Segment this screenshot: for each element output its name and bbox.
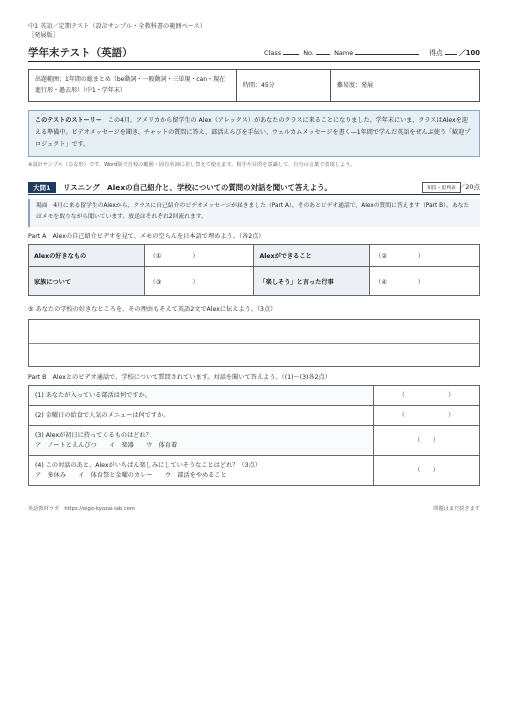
title-row <box>28 44 480 62</box>
question1-badge: 大問1 <box>28 182 56 193</box>
table-row <box>29 456 480 486</box>
table-row <box>29 386 480 406</box>
table-row <box>29 267 480 296</box>
number-field[interactable] <box>316 49 330 55</box>
question1-instruction: 場面 4月に来る留学生のAlexから、クラスに自己紹介のビデオメッセージが届きました（Part A）。そのあとビデオ通話で、Alexの質問に答えます（Part B）。あなたはメモを取りながら聞いています。放送はそれぞれ2回流れます。 <box>28 199 480 227</box>
answer-cell[interactable]: （ ） <box>374 456 480 486</box>
story-box <box>28 110 480 157</box>
question1-points: ／20点 <box>458 183 480 191</box>
answer-options: ア ノートとえんぴつ イ 楽器 ウ 体育着 <box>35 441 178 449</box>
test-info-box <box>28 69 480 102</box>
question-cell <box>29 456 374 486</box>
answer-cell[interactable]: （ ） <box>374 406 480 426</box>
header-top-label <box>28 22 206 40</box>
question-cell <box>29 386 374 406</box>
question1-tag: 知技・思判表 <box>422 182 461 193</box>
question1-title: リスニング Alexの自己紹介と、学校についての質問の対話を聞いて答えよう。 <box>63 183 332 192</box>
sample-note: ※設計サンプル（ひな形）です。Word版で自校の範囲・固有名詞に差し替えて使えます。相手や目的を意識して、自分の言葉で表現しよう。 <box>28 162 356 168</box>
answer-cell-1[interactable]: （① ） <box>144 245 254 267</box>
question-text: (3) Alexが初日に持ってくるものはどれ？ <box>35 431 152 439</box>
footer-continue-note: 問題はまだ続きます <box>433 506 480 512</box>
name-label: Name <box>334 49 354 57</box>
answer-cell[interactable]: （ ） <box>374 386 480 406</box>
table-row <box>29 406 480 426</box>
memo-label: Alexができること <box>254 245 370 267</box>
memo-label: Alexの好きなもの <box>29 245 145 267</box>
table-row <box>29 245 480 267</box>
question-text: (4) この対話のあと、Alexがいちばん楽しみにしていそうなことはどれ？（3点） <box>35 461 261 469</box>
page-title: 学年末テスト（英語） <box>28 47 133 59</box>
answer-cell-4[interactable]: （④ ） <box>370 267 480 296</box>
score-label: 得点 <box>429 49 443 57</box>
header-top-line: 中1 英語／定期テスト（設計サンプル・全教科書の範囲ベース） <box>28 23 207 30</box>
score-field[interactable] <box>445 49 457 55</box>
answer-cell-3[interactable]: （③ ） <box>144 267 254 296</box>
answer-line <box>29 343 479 344</box>
score-total: ／100 <box>459 49 480 57</box>
story-heading: このテストのストーリー <box>35 117 102 124</box>
part-b-label: Part B Alexとのビデオ通話で、学校について質問されています。対話を聞いて答えよう。（(1)〜(3)各2点） <box>28 374 331 381</box>
score-area <box>429 47 480 57</box>
table-row <box>29 426 480 456</box>
question-text: (2) 金曜日の給食で人気のメニューは何ですか。 <box>35 411 170 419</box>
no-label: No. <box>303 49 314 57</box>
name-field[interactable] <box>355 49 419 55</box>
part-b-table <box>28 385 480 486</box>
part-a-label: Part A Alexの自己紹介ビデオを見て、メモの空らんを日本語で埋めよう。（各2点） <box>28 233 265 240</box>
answer-cell[interactable]: （ ） <box>374 426 480 456</box>
class-field[interactable] <box>283 49 299 55</box>
part-a-table <box>28 244 480 296</box>
memo-label: 「楽しそう」と言った行事 <box>254 267 370 296</box>
question-text: (1) あなたが入っている部活は何ですか。 <box>35 391 151 399</box>
class-label: Class <box>264 49 282 57</box>
answer-options: ア 多休み イ 体育祭と金曜のカレー ウ 部活をやめること <box>35 471 227 479</box>
memo-label: 家族について <box>29 267 145 296</box>
footer-source: 英語教材ラボ https://eigo-kyozai-lab.com <box>28 506 135 512</box>
question-5-answer-box[interactable] <box>28 319 480 367</box>
test-time: 時間：45分 <box>237 70 331 101</box>
test-difficulty: 難易度：発展 <box>337 82 374 89</box>
question-5-prompt: ⑤ あなたの学校の好きなところを、その理由もそえて英語2文でAlexに伝えよう。（3点） <box>28 306 277 313</box>
question1-header <box>28 180 480 195</box>
header-sub-line: ［発展版］ <box>28 32 59 39</box>
test-range: 出題範囲：1年間の総まとめ（be動詞・一般動詞・三単現・can・現在進行形・過去形）（中1・学年末） <box>29 70 237 101</box>
story-text: この4月、アメリカから留学生の Alex（アレックス）があなたのクラスに来ることになりました。学年末にいま、クラスはAlexを迎える準備中。ビデオメッセージを聞き、チャットの質問に答え、部活えらびを手伝い、ウェルカムメッセージを書く—1年間で学んだ英語をぜんぶ使う「歓迎プロジェクト」です。 <box>35 117 471 148</box>
question-cell <box>29 406 374 426</box>
student-fields <box>264 49 421 57</box>
question-cell <box>29 426 374 456</box>
answer-cell-2[interactable]: （② ） <box>370 245 480 267</box>
